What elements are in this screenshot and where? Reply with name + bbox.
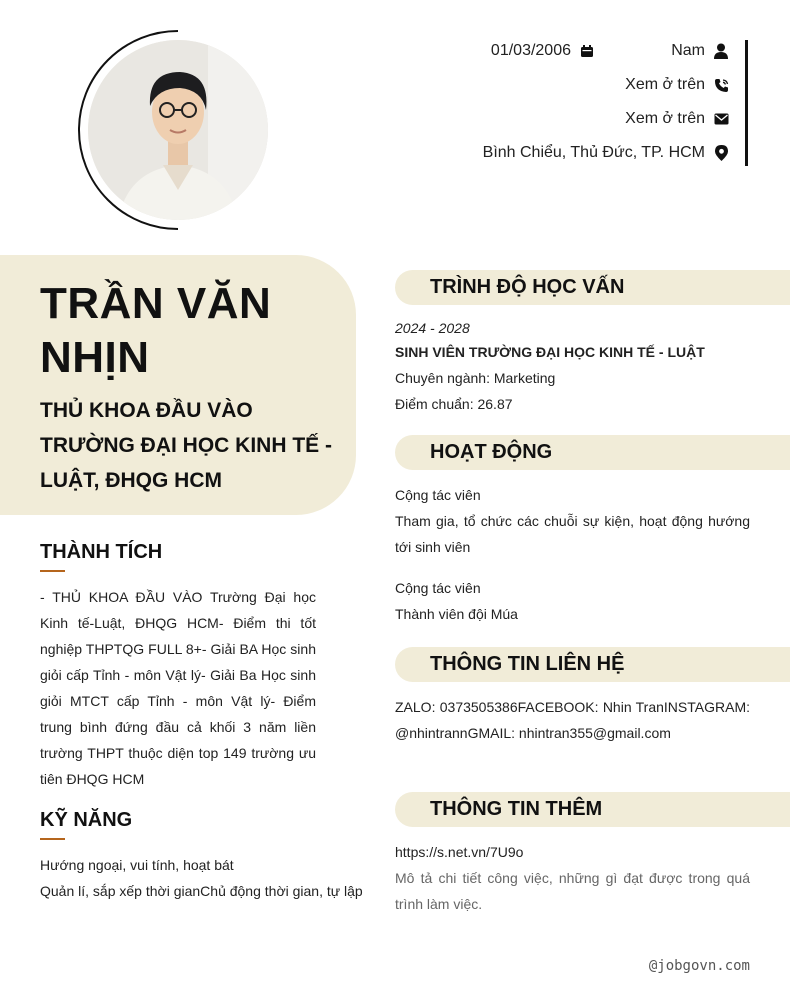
activities-header: [395, 435, 790, 470]
activities-title: HOẠT ĐỘNG: [430, 441, 553, 463]
activity-role: Cộng tác viên: [395, 580, 481, 596]
address-text: Bình Chiểu, Thủ Đức, TP. HCM: [482, 144, 705, 161]
extra-info-title: THÔNG TIN THÊM: [430, 798, 603, 820]
activity-item: [395, 575, 750, 627]
education-body: [395, 315, 750, 417]
envelope-icon: [713, 111, 729, 127]
person-icon: [713, 43, 729, 59]
contact-block: [408, 40, 748, 166]
name-panel: [0, 255, 356, 515]
location-pin-icon: [713, 145, 729, 161]
activity-desc: Thành viên đội Múa: [395, 606, 518, 622]
contact-info-title: THÔNG TIN LIÊN HỆ: [430, 653, 625, 675]
dob-text: 01/03/2006: [490, 42, 571, 59]
watermark-text: @jobgovn.com: [648, 958, 750, 974]
education-header: [395, 270, 790, 305]
full-name: TRẦN VĂN NHỊN: [40, 279, 272, 382]
section-rule: [40, 838, 65, 840]
section-rule: [40, 570, 65, 572]
achievements-title: THÀNH TÍCH: [40, 541, 163, 563]
email-row: [625, 110, 729, 128]
email-text: Xem ở trên: [625, 110, 705, 127]
extra-info-body: [395, 839, 750, 917]
activity-item: [395, 482, 750, 560]
headline-tagline: THỦ KHOA ĐẦU VÀO TRƯỜNG ĐẠI HỌC KINH TẾ - LUẬT, ĐHQG HCM: [40, 399, 332, 492]
contact-info-text: ZALO: 0373505386FACEBOOK: Nhin TranINSTAGRAM: @nhintrannGMAIL: nhintran355@gmail.com: [395, 699, 750, 741]
education-score: Điểm chuẩn: 26.87: [395, 396, 513, 412]
skills-title: KỸ NĂNG: [40, 809, 133, 831]
phone-text: Xem ở trên: [625, 76, 705, 93]
achievements-text: - THỦ KHOA ĐẦU VÀO Trường Đại học Kinh tế-Luật, ĐHQG HCM- Điểm thi tốt nghiệp THPTQG FULL 8+- Giải BA Học sinh giỏi cấp Tỉnh - môn Vật lý- Giải Ba Học sinh giỏi MTCT cấp Tỉnh - môn Vật lý- Điểm trung bình đứng đầu cả khối 3 năm liền trường THPT thuộc diện top 149 trường ưu tiên ĐHQG HCM: [40, 589, 316, 787]
skills-section: [40, 809, 370, 904]
extra-info-header: [395, 792, 790, 827]
gender-row: [671, 42, 729, 60]
dob-row: [491, 42, 595, 60]
gender-text: Nam: [671, 42, 705, 59]
avatar: [88, 40, 268, 220]
phone-icon: [713, 77, 729, 93]
calendar-icon: [579, 43, 595, 59]
education-title: TRÌNH ĐỘ HỌC VẤN: [430, 276, 625, 298]
activity-role: Cộng tác viên: [395, 487, 481, 503]
portfolio-link[interactable]: https://s.net.vn/7U9o: [395, 844, 524, 860]
achievements-section: [40, 541, 316, 792]
education-school: SINH VIÊN TRƯỜNG ĐẠI HỌC KINH TẾ - LUẬT: [395, 344, 705, 360]
education-major: Chuyên ngành: Marketing: [395, 370, 556, 386]
skill-item: Hướng ngoại, vui tính, hoạt bát: [40, 857, 234, 873]
activities-body: [395, 482, 750, 627]
skills-list: [40, 852, 370, 904]
address-row: [483, 144, 729, 162]
profile-photo-frame: [78, 30, 278, 230]
activity-desc: Tham gia, tổ chức các chuỗi sự kiện, hoạt động hướng tới sinh viên: [395, 513, 750, 555]
skill-item: Quản lí, sắp xếp thời gianChủ động thời gian, tự lập: [40, 883, 363, 899]
phone-row: [625, 76, 729, 94]
education-years: 2024 - 2028: [395, 320, 470, 336]
extra-description: Mô tả chi tiết công việc, những gì đạt được trong quá trình làm việc.: [395, 870, 750, 912]
contact-info-header: [395, 647, 790, 682]
